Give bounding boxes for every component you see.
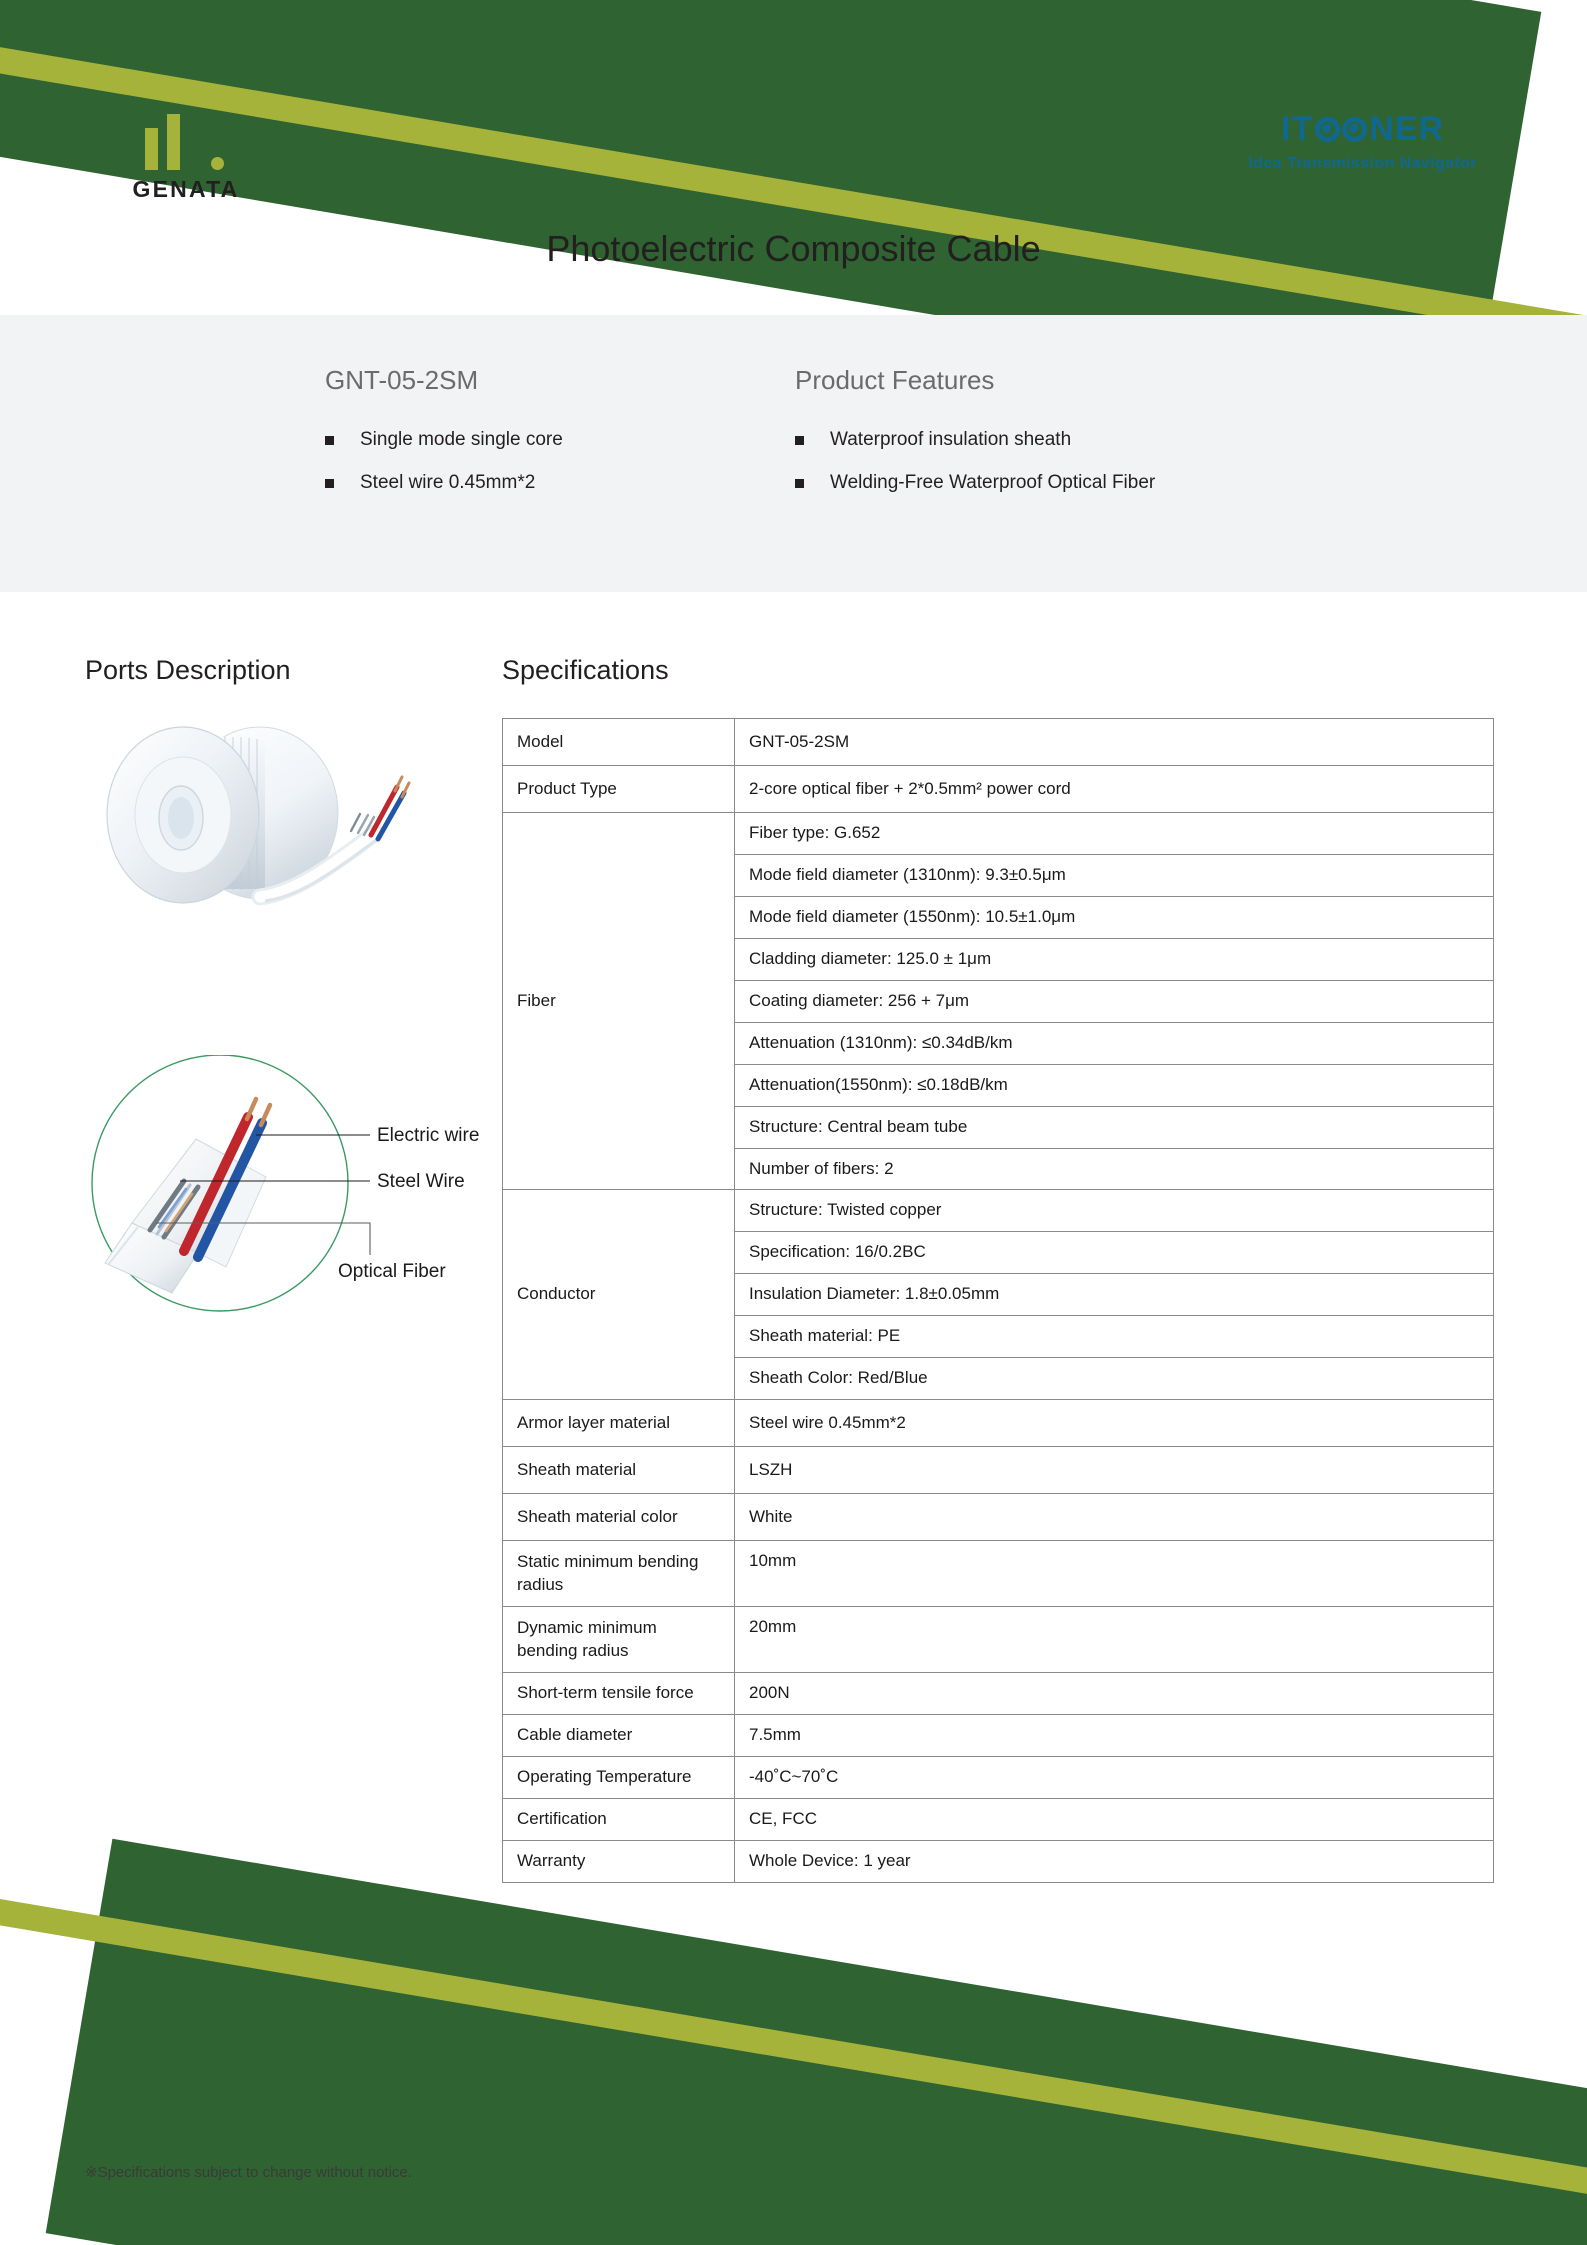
row-value: Structure: Central beam tube bbox=[735, 1106, 1494, 1148]
row-value: Fiber type: G.652 bbox=[735, 813, 1494, 855]
table-row bbox=[503, 1798, 1494, 1840]
cable-spool-svg bbox=[75, 715, 415, 940]
row-label: Warranty bbox=[503, 1840, 735, 1882]
row-value: 10mm bbox=[735, 1541, 1494, 1607]
row-label: Model bbox=[503, 719, 735, 766]
table-row bbox=[503, 1541, 1494, 1607]
feature-band bbox=[0, 315, 1587, 592]
logo-bar-4 bbox=[211, 114, 224, 152]
specifications-heading: Specifications bbox=[502, 655, 669, 685]
ports-description-heading: Ports Description bbox=[85, 655, 291, 685]
bullet-square-icon bbox=[795, 436, 804, 445]
logo-bar-2 bbox=[167, 114, 180, 170]
logo-bar-1 bbox=[145, 128, 158, 170]
row-value: Coating diameter: 256 + 7μm bbox=[735, 980, 1494, 1022]
model-heading: GNT-05-2SM bbox=[325, 365, 479, 395]
row-value: Mode field diameter (1310nm): 9.3±0.5μm bbox=[735, 854, 1494, 896]
logo-dot-bottom bbox=[211, 157, 224, 170]
table-row bbox=[503, 1757, 1494, 1799]
row-value: Number of fibers: 2 bbox=[735, 1148, 1494, 1190]
itooner-oo-icon bbox=[1315, 117, 1367, 142]
table-row bbox=[503, 1715, 1494, 1757]
row-value: Cladding diameter: 125.0 ± 1μm bbox=[735, 938, 1494, 980]
features-column bbox=[795, 365, 1155, 515]
table-row bbox=[503, 719, 1494, 766]
list-item bbox=[325, 472, 563, 494]
features-heading: Product Features bbox=[795, 365, 995, 395]
label-optical-fiber: Optical Fiber bbox=[338, 1261, 446, 1282]
row-value: Attenuation(1550nm): ≤0.18dB/km bbox=[735, 1064, 1494, 1106]
itooner-circle-2 bbox=[1342, 117, 1367, 142]
bullet-square-icon bbox=[795, 479, 804, 488]
row-label: Short-term tensile force bbox=[503, 1673, 735, 1715]
feature-item-label: Welding-Free Waterproof Optical Fiber bbox=[830, 472, 1156, 493]
footer-note: ※Specifications subject to change without notice. bbox=[85, 2164, 412, 2181]
table-row bbox=[503, 766, 1494, 813]
bullet-square-icon bbox=[325, 479, 334, 488]
row-label: Sheath material color bbox=[503, 1494, 735, 1541]
list-item bbox=[325, 429, 563, 451]
logo-dot-top bbox=[145, 110, 158, 123]
itooner-text-part1: IT bbox=[1281, 110, 1314, 148]
row-value: Sheath material: PE bbox=[735, 1316, 1494, 1358]
model-column bbox=[325, 365, 563, 515]
specifications-table bbox=[502, 718, 1494, 1883]
table-row bbox=[503, 1840, 1494, 1882]
row-value: -40˚C~70˚C bbox=[735, 1757, 1494, 1799]
row-value: 20mm bbox=[735, 1607, 1494, 1673]
row-value: LSZH bbox=[735, 1447, 1494, 1494]
row-label: Certification bbox=[503, 1798, 735, 1840]
row-label: Sheath material bbox=[503, 1447, 735, 1494]
bullet-square-icon bbox=[325, 436, 334, 445]
row-label: Product Type bbox=[503, 766, 735, 813]
row-value: 200N bbox=[735, 1673, 1494, 1715]
row-value: CE, FCC bbox=[735, 1798, 1494, 1840]
row-value: Sheath Color: Red/Blue bbox=[735, 1358, 1494, 1400]
model-item-label: Steel wire 0.45mm*2 bbox=[360, 472, 536, 493]
list-item bbox=[795, 429, 1155, 451]
table-row bbox=[503, 813, 1494, 855]
itooner-wordmark bbox=[1248, 112, 1477, 146]
table-row bbox=[503, 1607, 1494, 1673]
label-steel-wire: Steel Wire bbox=[377, 1171, 465, 1192]
table-row bbox=[503, 1447, 1494, 1494]
page-title: Photoelectric Composite Cable bbox=[546, 228, 1041, 269]
group-label-fiber: Fiber bbox=[503, 813, 735, 1190]
row-label: Static minimum bending radius bbox=[503, 1541, 735, 1607]
row-value: 7.5mm bbox=[735, 1715, 1494, 1757]
label-electric-wire: Electric wire bbox=[377, 1125, 480, 1146]
row-value: Whole Device: 1 year bbox=[735, 1840, 1494, 1882]
model-item-label: Single mode single core bbox=[360, 429, 563, 450]
row-value: Mode field diameter (1550nm): 10.5±1.0μm bbox=[735, 896, 1494, 938]
row-value: Structure: Twisted copper bbox=[735, 1190, 1494, 1232]
row-value: Specification: 16/0.2BC bbox=[735, 1232, 1494, 1274]
table-row bbox=[503, 1190, 1494, 1232]
cable-spool-image bbox=[75, 715, 415, 940]
table-row bbox=[503, 1673, 1494, 1715]
logo-bar-3 bbox=[189, 114, 202, 170]
row-value: Insulation Diameter: 1.8±0.05mm bbox=[735, 1274, 1494, 1316]
itooner-text-part2: NER bbox=[1369, 110, 1445, 148]
itooner-circle-1 bbox=[1315, 117, 1340, 142]
row-value: Steel wire 0.45mm*2 bbox=[735, 1400, 1494, 1447]
itooner-logo bbox=[1248, 112, 1477, 173]
row-value: Attenuation (1310nm): ≤0.34dB/km bbox=[735, 1022, 1494, 1064]
row-label: Cable diameter bbox=[503, 1715, 735, 1757]
feature-item-label: Waterproof insulation sheath bbox=[830, 429, 1072, 450]
table-row bbox=[503, 1494, 1494, 1541]
cross-section-svg bbox=[80, 1055, 500, 1315]
list-item bbox=[795, 472, 1155, 494]
row-label: Dynamic minimum bending radius bbox=[503, 1607, 735, 1673]
genata-logo bbox=[96, 108, 276, 203]
genata-wordmark: GENATA bbox=[132, 176, 240, 202]
row-label: Operating Temperature bbox=[503, 1757, 735, 1799]
genata-bars-icon bbox=[131, 108, 241, 170]
row-value: White bbox=[735, 1494, 1494, 1541]
table-row bbox=[503, 1400, 1494, 1447]
row-value: GNT-05-2SM bbox=[735, 719, 1494, 766]
itooner-tagline: Idea Transmission Navigator bbox=[1248, 155, 1477, 172]
cable-cross-section-diagram bbox=[80, 1055, 500, 1315]
row-label: Armor layer material bbox=[503, 1400, 735, 1447]
group-label-conductor: Conductor bbox=[503, 1190, 735, 1400]
row-value: 2-core optical fiber + 2*0.5mm² power cord bbox=[735, 766, 1494, 813]
